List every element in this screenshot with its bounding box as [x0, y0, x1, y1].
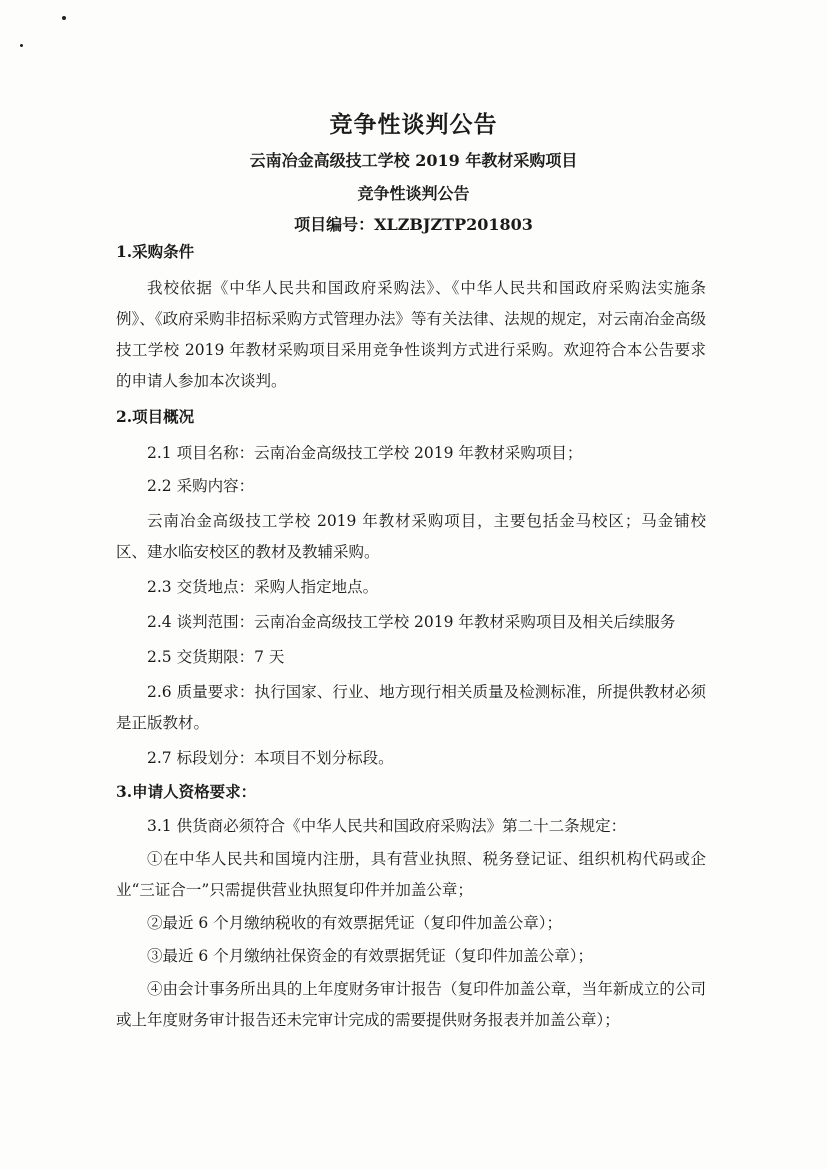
item-2-6: 2.6 质量要求：执行国家、行业、地方现行相关质量及检测标准，所提供教材必须是正版教材。: [116, 683, 706, 732]
item-2-3: 2.3 交货地点：采购人指定地点。: [147, 578, 379, 596]
subtitle-notice: 竞争性谈判公告: [357, 184, 470, 203]
section-1-heading: 1.采购条件: [116, 242, 195, 261]
item-3-1-c: ③最近 6 个月缴纳社保资金的有效票据凭证（复印件加盖公章）；: [147, 947, 593, 965]
section-3-heading: 3.申请人资格要求：: [116, 782, 257, 801]
item-3-1-b: ②最近 6 个月缴纳税收的有效票据凭证（复印件加盖公章）；: [147, 914, 562, 932]
scan-speck: [62, 16, 66, 20]
item-2-2: 2.2 采购内容：: [147, 477, 255, 495]
section-2-heading: 2.项目概况: [116, 407, 195, 426]
document-body: [116, 236, 706, 1036]
document-title: 竞争性谈判公告: [329, 111, 498, 138]
item-2-4: 2.4 谈判范围：云南冶金高级技工学校 2019 年教材采购项目及相关后续服务: [147, 613, 676, 631]
item-2-2-text: 云南冶金高级技工学校 2019 年教材采购项目，主要包括金马校区；马金铺校区、建水临安校区的教材及教辅采购。: [116, 512, 706, 561]
project-number: 项目编号：XLZBJZTP201803: [294, 215, 533, 234]
section-1-paragraph: 我校依据《中华人民共和国政府采购法》、《中华人民共和国政府采购法实施条例》、《政府采购非招标采购方式管理办法》等有关法律、法规的规定，对云南冶金高级技工学校 2019 年教材采购项目采用竞争性谈判方式进行采购。欢迎符合本公告要求的申请人参加本次谈判。: [116, 279, 706, 390]
subtitle-project: 云南冶金高级技工学校 2019 年教材采购项目: [249, 151, 578, 170]
item-2-7: 2.7 标段划分：本项目不划分标段。: [147, 749, 394, 767]
item-3-1: 3.1 供货商必须符合《中华人民共和国政府采购法》第二十二条规定：: [147, 817, 627, 835]
item-2-5: 2.5 交货期限：7 天: [147, 648, 285, 666]
item-3-1-d: ④由会计事务所出具的上年度财务审计报告（复印件加盖公章，当年新成立的公司或上年度财务审计报告还未完审计完成的需要提供财务报表并加盖公章）；: [116, 980, 706, 1029]
item-2-1: 2.1 项目名称：云南冶金高级技工学校 2019 年教材采购项目；: [147, 444, 583, 462]
scan-speck: [20, 44, 23, 47]
item-3-1-a: ①在中华人民共和国境内注册，具有营业执照、税务登记证、组织机构代码或企业“三证合一”只需提供营业执照复印件并加盖公章；: [116, 850, 706, 899]
